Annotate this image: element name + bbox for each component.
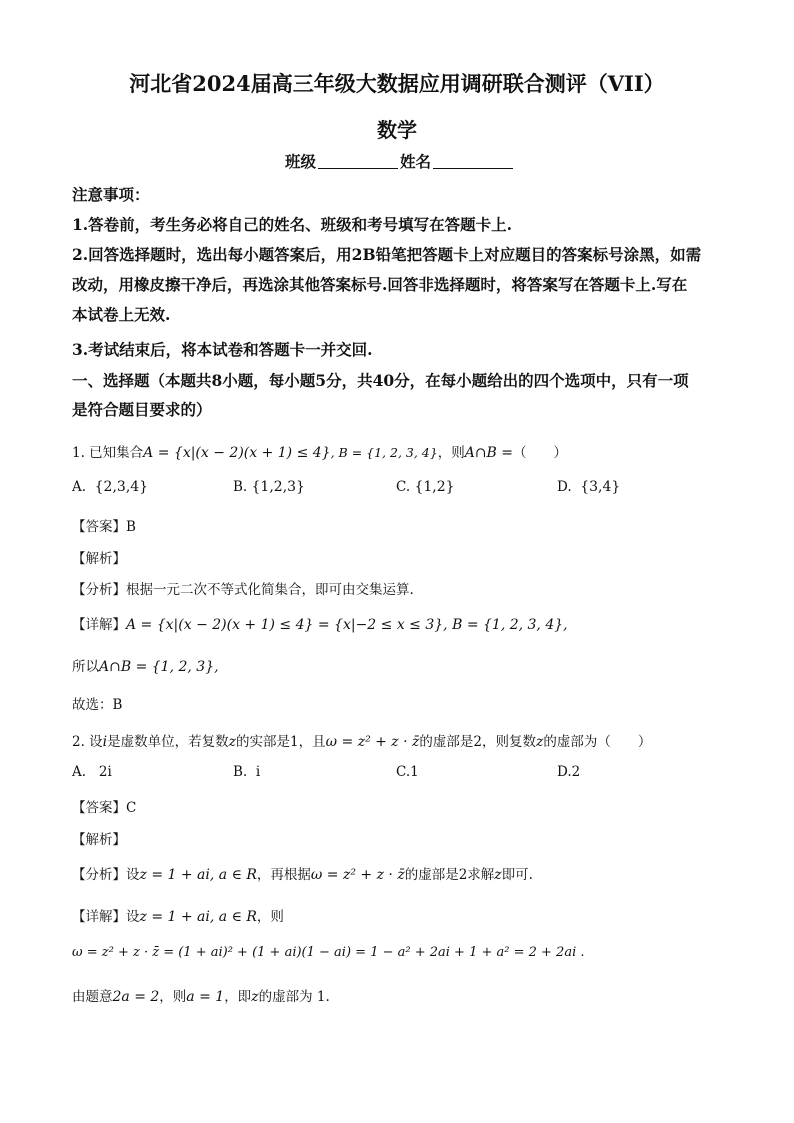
name-blank [433,154,513,169]
q1-stem [72,441,567,461]
option-label: C. [396,764,411,780]
option-text: 2 [571,764,581,780]
notice-item-2-line1: 2.回答选择题时，选出每小题答案后，用2B铅笔把答题卡上对应题目的答案标号涂黑，如需 [72,245,702,264]
q2-xiangjie-end: ，则 [256,909,284,925]
notice-item-1: 1.答卷前，考生务必将自己的姓名、班级和考号填写在答题卡上. [72,215,513,234]
q1-prefix: 1. 已知集合 [72,445,144,461]
q1-xiangjie [72,613,568,633]
q2-stem-two: 2 [473,734,483,750]
option-label: B. [233,479,248,495]
q2-fenxi-end: 的虚部是2求解 [404,867,495,883]
option-label: A. [72,479,87,495]
q2-stem-e: 的虚部是 [419,734,474,750]
q1-option-b [233,479,305,495]
q1-set-a: A = {x|(x − 2)(x + 1) ≤ 4} [143,445,331,461]
q2-fenxi-mid: ，再根据 [256,867,311,883]
option-label: A. [72,764,87,780]
q2-xiangjie [72,905,284,925]
q2-analysis-tag: 【解析】 [72,832,126,848]
notice-item-3: 3.考试结束后，将本试卷和答题卡一并交回. [72,340,373,359]
q2-stem-b: 是虚数单位，若复数 [107,734,229,750]
q1-set-b: , B = {1, 2, 3, 4} [330,445,438,460]
q2-option-d [557,764,580,780]
q2-fenxi [72,863,533,883]
q2-fenxi-z: z [494,867,502,883]
q1-xiangjie-math: A = {x|(x − 2)(x + 1) ≤ 4} = {x|−2 ≤ x ≤ 3}, B = {1, 2, 3, 4}, [126,617,568,633]
q2-stem-f: ，则复数 [482,734,537,750]
q2-answer: 【答案】C [72,800,137,816]
exam-title: 河北省2024届高三年级大数据应用调研联合测评（VII） [129,71,665,96]
q2-stem-c: 的实部是 [236,734,291,750]
q2-stem-z: z [228,734,237,750]
option-text: {1,2} [414,479,455,495]
q2-fenxi-tail: 即可. [501,867,533,883]
q1-so-math: A∩B = {1, 2, 3}, [99,659,219,675]
option-text: 2i [98,764,112,780]
q2-option-b [233,764,260,780]
section-heading-line1: 一、选择题（本题共8小题，每小题5分，共40分，在每小题给出的四个选项中，只有一项 [72,371,689,390]
subject-title: 数学 [377,118,417,142]
q1-fenxi: 【分析】根据一元二次不等式化简集合，即可由交集运算. [72,582,414,598]
q1-choose: 故选：B [72,697,123,713]
q2-option-a [72,764,112,780]
q1-analysis-tag: 【解析】 [72,551,126,567]
q2-option-c [396,764,419,780]
q2-fenxi-math1: z = 1 + ai, a ∈ R [139,867,257,883]
class-name-line [285,150,515,172]
q2-conc-c: ，即 [224,989,252,1005]
option-text: {3,4} [580,479,621,495]
q2-conc-d: 的虚部为 1. [258,989,330,1005]
q2-stem-a: 2. 设 [72,734,103,750]
q2-stem-i: i [102,734,108,750]
option-label: D. [557,764,572,780]
q2-xiangjie-tag: 【详解】设 [72,909,140,925]
class-blank [318,154,398,169]
q2-stem-omega: ω = z² + z · z̄ [325,734,420,750]
q2-xiangjie-math: z = 1 + ai, a ∈ R [139,909,257,925]
q2-stem-d: ，且 [298,734,326,750]
q2-stem-one: 1 [290,734,299,750]
notice-heading: 注意事项： [72,185,150,204]
q2-stem-g: 的虚部为（ ） [543,734,652,750]
name-label: 姓名 [400,152,432,171]
notice-item-2-line2: 改动，用橡皮擦干净后，再选涂其他答案标号.回答非选择题时，将答案写在答题卡上.写在 [72,275,688,294]
q2-stem-z2: z [536,734,544,750]
q1-expr: A∩B = [464,445,514,461]
class-label: 班级 [285,152,317,171]
option-text: {2,3,4} [94,479,149,495]
option-text: {1,2,3} [251,479,305,495]
option-label: C. [396,479,411,495]
q1-xiangjie-tag: 【详解】 [72,617,126,633]
q1-option-a [72,479,148,495]
option-text: i [255,764,261,780]
q2-conc-z: z [251,989,259,1005]
q1-paren: （ ） [513,445,568,461]
q2-fenxi-math2: ω = z² + z · z̄ [310,867,405,883]
notice-item-2-line3: 本试卷上无效. [72,305,171,324]
q1-so [72,655,219,675]
option-label: B. [233,764,248,780]
option-label: D. [557,479,572,495]
q1-answer: 【答案】B [72,519,136,535]
section-heading-line2: 是符合题目要求的） [72,400,212,419]
q1-option-c [396,479,455,495]
q1-option-d [557,479,620,495]
q2-conc-b: ，则 [159,989,187,1005]
q2-conc-a: 由题意 [72,989,113,1005]
q2-conclusion [72,985,330,1005]
q2-conc-m1: 2a = 2 [112,989,160,1005]
q1-ask: ，则 [437,445,465,461]
q2-stem [72,730,651,750]
option-text: 1 [410,764,419,780]
q2-conc-m2: a = 1 [186,989,225,1005]
q2-calculation: ω = z² + z · z̄ = (1 + ai)² + (1 + ai)(1 − ai) = 1 − a² + 2ai + 1 + a² = 2 + 2ai . [72,945,585,960]
q1-so-text: 所以 [72,659,99,675]
q2-fenxi-tag: 【分析】设 [72,867,140,883]
